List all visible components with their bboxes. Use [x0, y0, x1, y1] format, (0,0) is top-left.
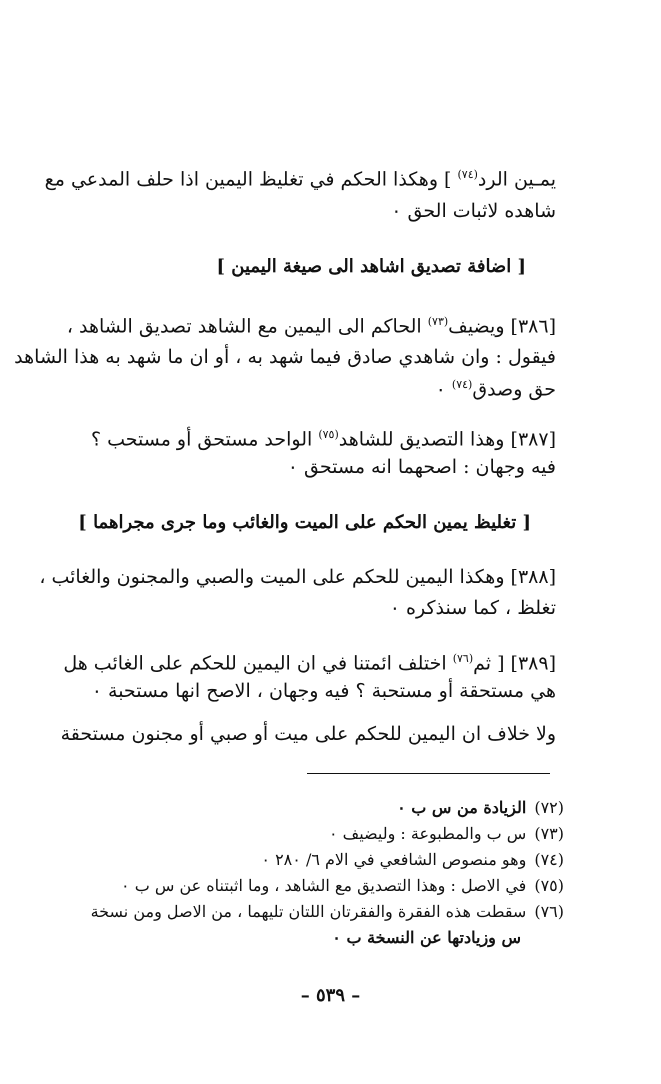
page-number: – ٥٣٩ –: [300, 985, 361, 1006]
footnote: [104, 873, 564, 899]
text-run: ] وهكذا الحكم في تغليظ اليمين اذا حلف المدعي مع: [44, 168, 458, 191]
footnote-ref[interactable]: (٧٦): [452, 652, 474, 665]
body-line: [106, 370, 556, 404]
footnote: [104, 821, 564, 847]
footnote-ref[interactable]: (٧٣): [427, 315, 449, 328]
body-line: فيقول : وان شاهدي صادق فيما شهد به ، أو ان ما شهد به هذا الشاهد: [14, 346, 556, 368]
footnote: [104, 795, 564, 821]
footnote-ref[interactable]: (٧٤): [457, 168, 478, 181]
body-line: [٣٨٨] وهكذا اليمين للحكم على الميت والصبي والمجنون والغائب ،: [39, 566, 556, 588]
section-heading: [ اضافة تصديق اشاهد الى صيغة اليمين ]: [216, 256, 526, 277]
footnote-number: (٧٤): [534, 850, 564, 869]
footnote-text: وهو منصوص الشافعي في الام ٦/ ٢٨٠ ٠: [261, 850, 527, 869]
footnote-text: س وزيادتها عن النسخة ب ٠: [332, 928, 521, 947]
text-run: [٣٨٦] ويضيف: [448, 315, 556, 338]
body-line: فيه وجهان : اصحهما انه مستحق ٠: [287, 456, 556, 478]
text-run: الحاكم الى اليمين مع الشاهد تصديق الشاهد ،: [66, 315, 428, 338]
footnote-text: في الاصل : وهذا التصديق مع الشاهد ، وما اثبتناه عن س ب ٠: [121, 876, 527, 895]
body-line: [90, 420, 556, 454]
footnote-number: (٧٦): [534, 902, 564, 921]
footnote: [90, 899, 564, 925]
text-run: [٣٨٧] وهذا التصديق للشاهد: [338, 428, 556, 451]
body-line: تغلظ ، كما سنذكره ٠: [389, 597, 556, 619]
body-line: ولا خلاف ان اليمين للحكم على ميت أو صبي أو مجنون مستحقة: [60, 723, 556, 745]
section-heading: [ تغليظ يمين الحكم على الميت والغائب وما جرى مجراهما ]: [78, 512, 531, 533]
footnote-text: س ب والمطبوعة : وليضيف ٠: [328, 824, 527, 843]
text-run: اختلف ائمتنا في ان اليمين للحكم على الغائب هل: [63, 652, 453, 675]
footnote-number: (٧٢): [534, 798, 564, 817]
footnote-ref[interactable]: (٧٤): [451, 378, 473, 391]
footnote: [61, 925, 521, 951]
body-line: [44, 160, 556, 194]
text-run: حق وصدق: [472, 378, 556, 401]
footnote: [104, 847, 564, 873]
text-run: [٣٨٩] [ ثم: [473, 652, 556, 675]
body-line: [63, 644, 556, 678]
body-line: [66, 307, 556, 341]
body-line: شاهده لاثبات الحق ٠: [391, 200, 556, 222]
footnote-ref[interactable]: (٧٥): [318, 428, 339, 441]
text-run: ٠: [435, 378, 452, 401]
text-run: يمـين الرد: [477, 168, 556, 191]
footnote-number: (٧٣): [534, 824, 564, 843]
footnote-number: (٧٥): [534, 876, 564, 895]
footnote-text: الزيادة من س ب ٠: [397, 798, 527, 817]
footnote-separator: [307, 773, 550, 774]
footnote-text: سقطت هذه الفقرة والفقرتان اللتان تليهما ، من الاصل ومن نسخة: [90, 902, 527, 921]
body-line: هي مستحقة أو مستحبة ؟ فيه وجهان ، الاصح انها مستحبة ٠: [91, 680, 556, 702]
text-run: الواحد مستحق أو مستحب ؟: [90, 428, 319, 451]
